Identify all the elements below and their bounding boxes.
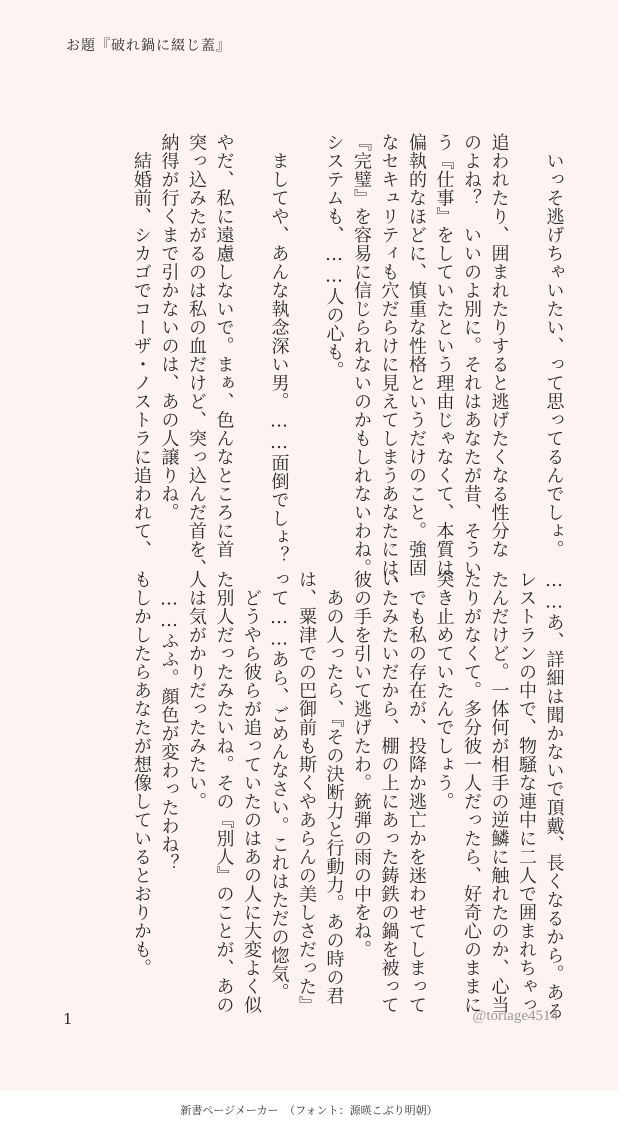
text-line: たりがなくて。多分彼一人だったら、好奇心のままに — [461, 570, 482, 1014]
text-line: どうやら彼らが追っていたのはあの人に大変よく似 — [241, 570, 262, 1014]
text-line: 結婚前、シカゴでコーザ・ノストラに追われて、 — [131, 133, 152, 559]
text-line: 突き止めていたんでしょう。 — [433, 570, 455, 811]
author-handle: @toriage4514 — [472, 1008, 558, 1024]
text-line: のよね？ いいのよ別に。それはあなたが昔、そうい — [461, 133, 482, 577]
text-line: いたみたいだから、棚の上にあった鋳鉄の鍋を被って — [378, 570, 400, 1014]
page-number: 1 — [63, 1010, 73, 1028]
text-line: なセキュリティも穴だらけに見えてしまうあなたには、 — [378, 133, 400, 596]
text-line: ……ふふ。顔色が変わったわね？ — [158, 570, 180, 872]
text-line: 偏執的なほどに、慎重な性格というだけのこと。強固 — [406, 133, 427, 577]
text-line: いっそ逃げちゃいたい、って思ってるんでしょ。 — [543, 133, 565, 559]
text-line: って……あら、ごめんなさい。これはただの惚気。 — [268, 570, 290, 1002]
page-title: お題『破れ鍋に綴じ蓋』 — [66, 38, 231, 54]
text-line: レストランの中で、物騒な連中に二人で囲まれちゃっ — [516, 570, 537, 1014]
text-line: 納得が行くまで引かないのは、あの人譲りね。 — [158, 133, 180, 522]
text-line: た別人だったみたいね。その『別人』のことが、あの — [213, 570, 235, 1014]
text-line: もしかしたらあなたが想像しているとおりかも。 — [131, 570, 152, 977]
text-line: あの人ったら、『その決断力と行動力。あの時の君 — [323, 570, 345, 1005]
text-line: ましてや、あんな執念深い男。……面倒でしょ？ — [268, 133, 290, 565]
footer-credit: 新書ページメーカー （フォント：源暎こぶり明朝） — [0, 1090, 618, 1132]
text-line: 人は気がかりだったみたい。 — [186, 570, 207, 811]
text-line: やだ、私に遠慮しないで。まぁ、色んなところに首 — [213, 133, 235, 559]
text-line: ……あ、詳細は聞かないで頂戴、長くなるから。ある — [543, 570, 565, 1020]
text-line: は、粟津での巴御前も斯くやあらんの美しさだった』 — [296, 570, 317, 1014]
text-line: システムも、……人の心も。 — [323, 133, 345, 380]
text-line: 追われたり、囲まれたりすると逃げたくなる性分な — [488, 133, 510, 559]
text-line: 『完璧』を容易に信じられないのかもしれないわね。 — [351, 133, 372, 577]
text-line: う『仕事』をしていたという理由じゃなくて、本質は — [433, 133, 455, 577]
text-line: 突っ込みたがるのは私の血だけど、突っ込んだ首を、 — [186, 133, 207, 577]
text-line: でも私の存在が、投降か逃亡かを迷わせてしまって — [406, 570, 427, 1014]
text-line: 彼の手を引いて逃げたわ。銃弾の雨の中をね。 — [351, 570, 372, 959]
text-line: たんだけど。一体何が相手の逆鱗に触れたのか、心当 — [488, 570, 510, 1014]
